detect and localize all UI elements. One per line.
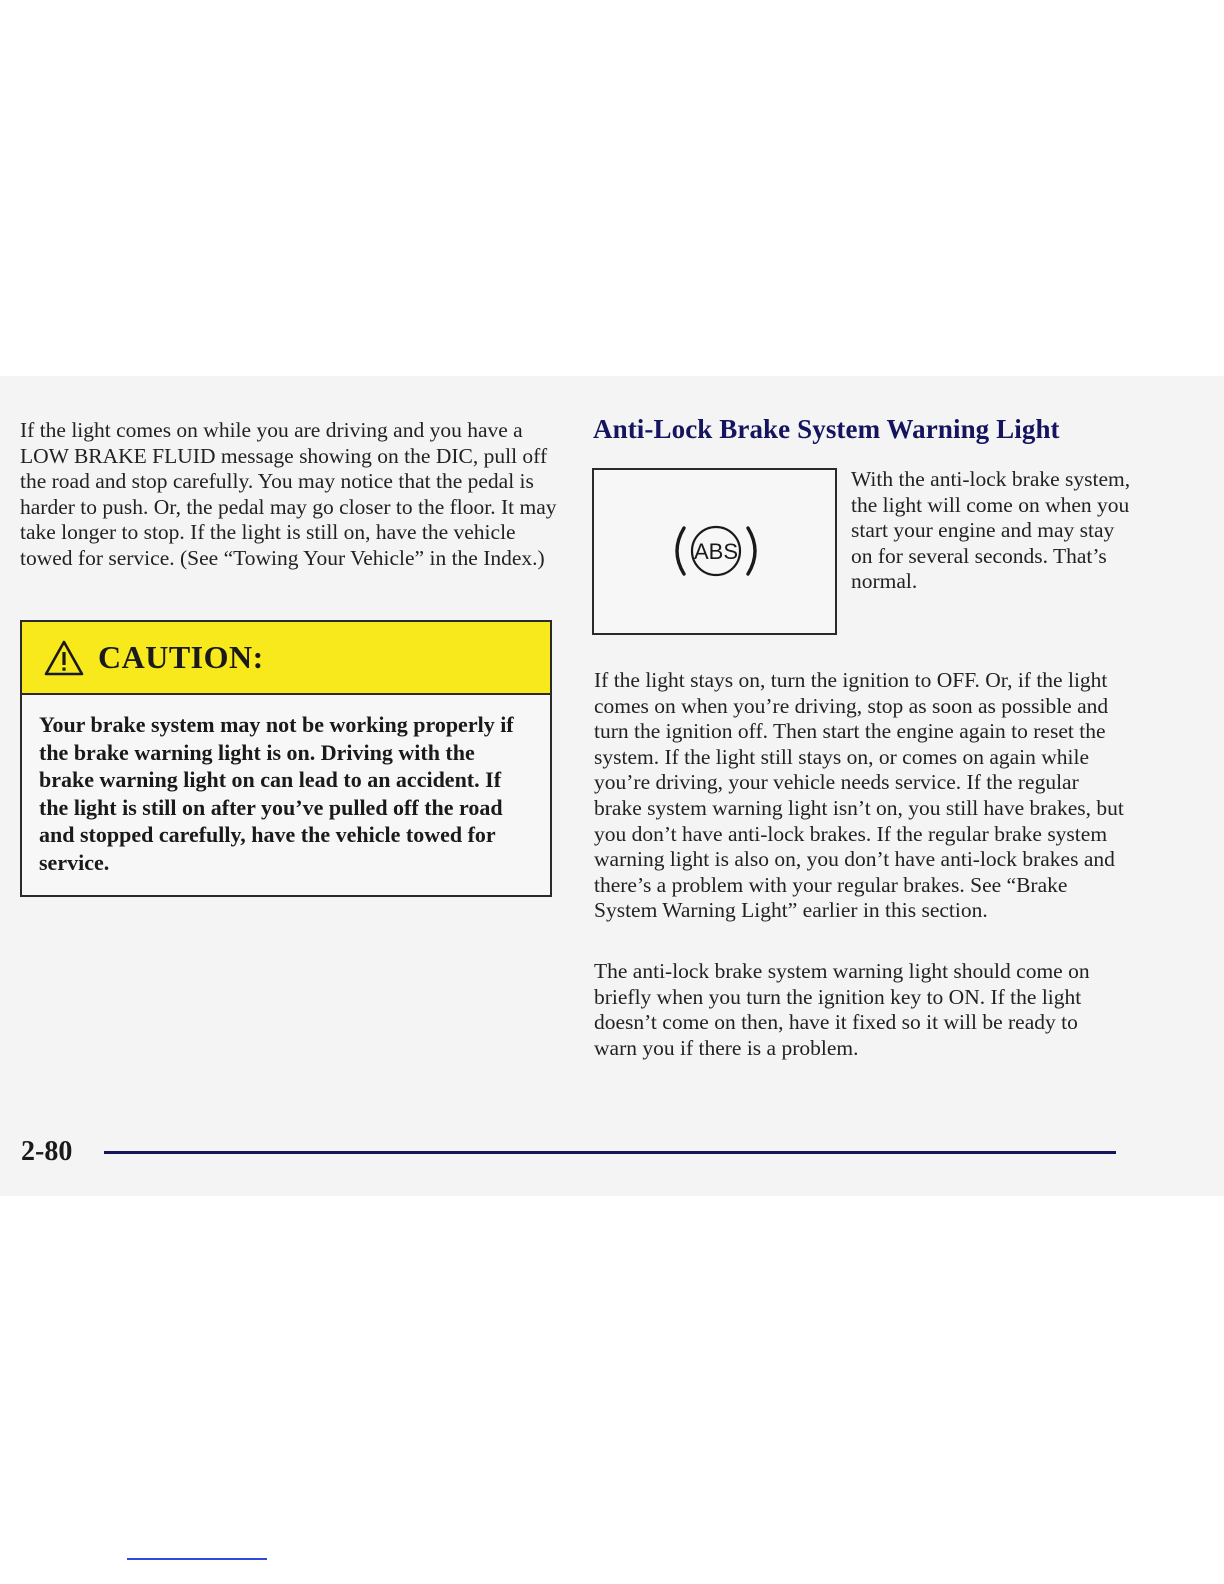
abs-icon-label: ABS (693, 539, 739, 564)
caution-title: CAUTION: (98, 639, 264, 675)
caution-box (20, 620, 552, 897)
warning-triangle-icon (44, 640, 84, 676)
abs-intro-text: With the anti-lock brake system, the light will come on when you start your engine and may stay on for several seconds. That’s normal. (851, 467, 1131, 593)
section-heading: Anti-Lock Brake System Warning Light (593, 414, 1060, 444)
abs-light-stays-on-paragraph: If the light stays on, turn the ignition to OFF. Or, if the light comes on when you’re driving, stop as soon as possible and turn the ignition off. Then start the engine again to reset the system. If the light still stays on, or comes on again while you’re driving, your vehicle needs service. If the regular brake system warning light isn’t on, you still have brakes, but you don’t have anti-lock brakes. If the regular brake system warning light is also on, you don’t have anti-lock brakes and there’s a problem with your regular brakes. See “Brake System Warning Light” earlier in this section. (594, 668, 1124, 923)
caution-body: Your brake system may not be working properly if the brake warning light is on. Driving with the brake warning light on can lead to an accident. If the light is still on after you’ve pulled off the road and stopped carefully, have the vehicle towed for service. (39, 712, 514, 875)
abs-warning-light-icon (666, 518, 766, 584)
caution-header (22, 622, 550, 695)
footer-rule (104, 1151, 1116, 1154)
page-number: 2-80 (21, 1136, 73, 1167)
low-brake-fluid-paragraph: If the light comes on while you are driving and you have a LOW BRAKE FLUID message showing on the DIC, pull off the road and stop carefully. You may notice that the pedal is harder to push. Or, the pedal may go closer to the floor. It may take longer to stop. If the light is still on, have the vehicle towed for service. (See “Towing Your Vehicle” in the Index.) (20, 418, 557, 570)
abs-light-check-paragraph: The anti-lock brake system warning light should come on briefly when you turn the ignition key to ON. If the light doesn’t come on then, have it fixed so it will be ready to warn you if there is a problem. (594, 959, 1090, 1060)
bottom-link-underline (127, 1558, 267, 1560)
abs-indicator-box (592, 468, 837, 635)
